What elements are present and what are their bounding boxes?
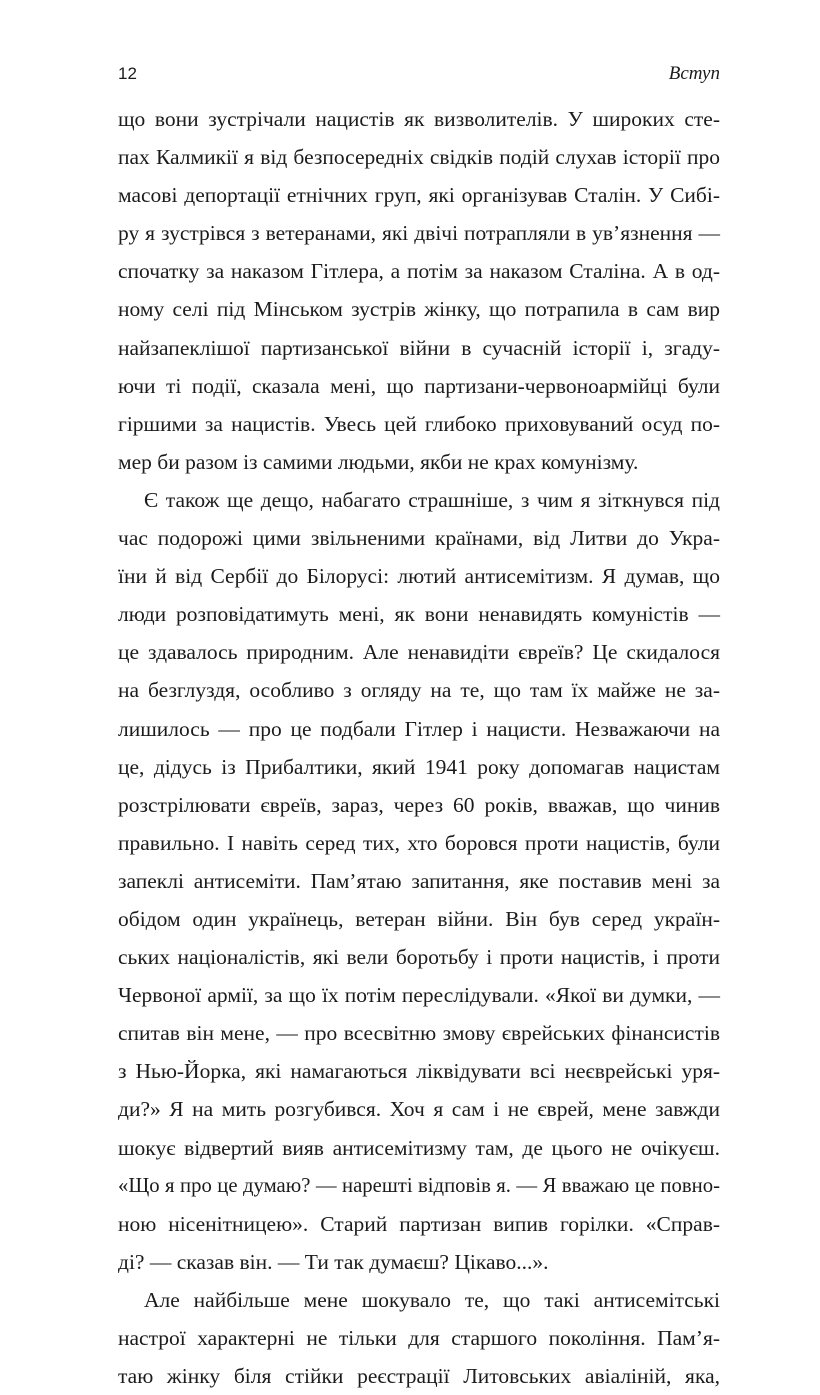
text-line: найзапеклішої партизанської війни в сучасній історії і, згаду- <box>118 335 720 360</box>
running-header <box>118 60 720 88</box>
text-line: ному селі під Мінськом зустрів жінку, що потрапила в сам вир <box>118 297 720 322</box>
text-line: настрої характерні не тільки для старшого покоління. Пам’я- <box>118 1326 720 1350</box>
text-line: ною нісенітницею». Старий партизан випив горілки. «Справ- <box>118 1211 720 1236</box>
text-line: спитав він мене, — про всесвітню змову єврейських фінансистів <box>118 1021 720 1046</box>
text-line: спочатку за наказом Гітлера, а потім за наказом Сталіна. А в од- <box>118 259 720 284</box>
text-line: ди?» Я на мить розгубився. Хоч я сам і не єврей, мене завжди <box>118 1097 720 1122</box>
section-title: Вступ <box>668 63 720 84</box>
text-line: шокує відвертий вияв антисемітизму там, де цього не очікуєш. <box>118 1135 720 1160</box>
paragraph-last-line: ді? — сказав він. — Ти так думаєш? Цікаво...». <box>118 1249 549 1274</box>
text-line: що вони зустрічали нацистів як визволителів. У широких сте- <box>118 107 720 131</box>
page-number: 12 <box>118 64 137 83</box>
text-line: Червоної армії, за що їх потім переслідували. «Якої ви думки, — <box>118 983 720 1008</box>
text-line: таю жінку біля стійки реєстрації Литовських авіаліній, яка, <box>118 1364 720 1389</box>
paragraph-first-line: Але найбільше мене шокувало те, що такі антисемітські <box>144 1287 720 1312</box>
text-line: правильно. І навіть серед тих, хто боровся проти нацистів, були <box>118 830 720 855</box>
paragraph-last-line: мер би разом із самими людьми, якби не крах комунізму. <box>118 449 639 474</box>
text-line: люди розповідатимуть мені, як вони ненавидять комуністів — <box>118 602 720 627</box>
text-line: це здавалось природним. Але ненавидіти євреїв? Це скидалося <box>118 640 720 665</box>
text-line: пах Калмикії я від безпосередніх свідків подій слухав історії про <box>118 145 720 170</box>
paragraph-first-line: Є також ще дещо, набагато страшніше, з чим я зіткнувся під <box>144 487 720 512</box>
text-line: «Що я про це думаю? — нарешті відповів я. — Я вважаю це повно- <box>118 1174 720 1197</box>
text-line: ючи ті події, сказала мені, що партизани-червоноармійці були <box>118 373 720 398</box>
body-text <box>118 100 720 1395</box>
text-line: з Нью-Йорка, які намагаються ліквідувати всі неєврейські уря- <box>118 1059 720 1084</box>
text-line: запеклі антисеміти. Пам’ятаю запитання, яке поставив мені за <box>118 868 720 893</box>
text-line: лишилось — про це подбали Гітлер і нацисти. Незважаючи на <box>118 716 720 741</box>
text-line: ру я зустрівся з ветеранами, які двічі потрапляли в ув’язнення — <box>118 221 720 246</box>
text-line: гіршими за нацистів. Увесь цей глибоко приховуваний осуд по- <box>118 411 720 436</box>
text-line: розстрілювати євреїв, зараз, через 60 років, вважав, що чинив <box>118 792 720 817</box>
text-line: на безглуздя, особливо з огляду на те, що там їх майже не за- <box>118 678 720 703</box>
text-line: ських націоналістів, які вели боротьбу і проти нацистів, і проти <box>118 945 720 970</box>
text-line: їни й від Сербії до Білорусі: лютий антисемітизм. Я думав, що <box>118 564 720 589</box>
text-line: час подорожі цими звільненими країнами, від Литви до Укра- <box>118 526 720 551</box>
text-line: обідом один українець, ветеран війни. Він був серед україн- <box>118 906 720 931</box>
text-line: це, дідусь із Прибалтики, який 1941 року допомагав нацистам <box>118 754 720 779</box>
text-line: масові депортації етнічних груп, які організував Сталін. У Сибі- <box>118 183 720 208</box>
